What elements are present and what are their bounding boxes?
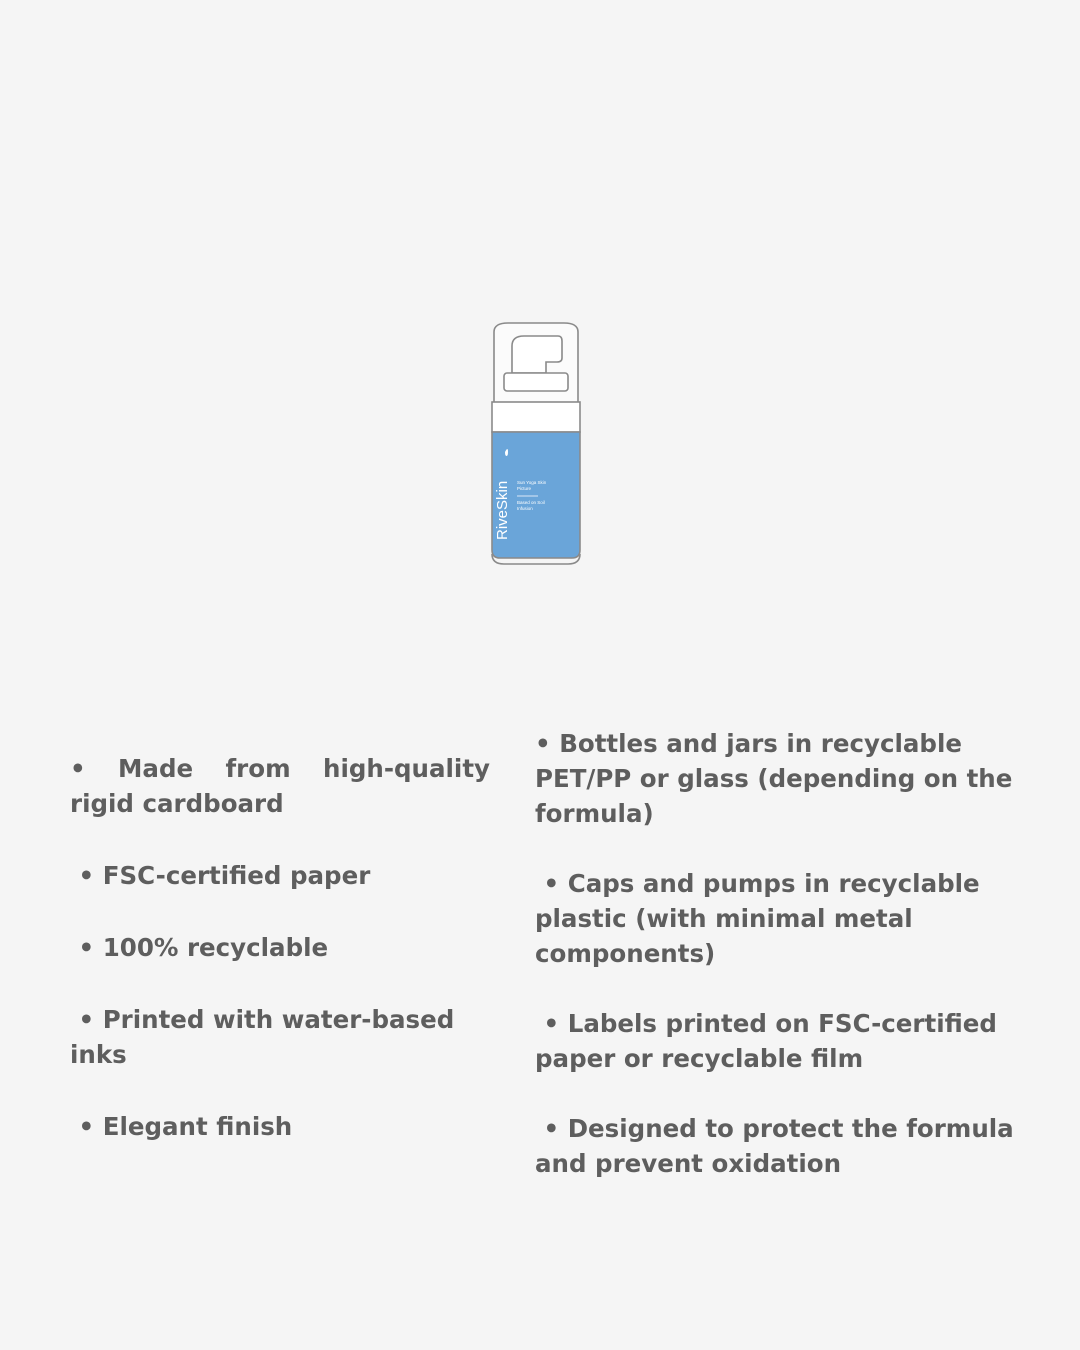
pump-bottle-image [488,318,584,568]
bottle-label-line-4: Infusion [517,506,533,511]
features-left-column [70,751,508,1181]
bottle-brand: RiveSkin [494,480,511,540]
feature-item: • Made from high-quality rigid cardboard [70,754,508,818]
feature-item: • FSC-certified paper [70,861,371,890]
features-right-column [535,726,1030,1216]
feature-item: • Caps and pumps in recyclable plastic (with minimal metal components) [535,869,989,968]
pump-collar [504,373,568,391]
bottle-label-line-2: Picture [517,486,532,491]
feature-item: • Elegant finish [70,1112,293,1141]
bottle-label-line-3: Based on Soil [517,500,545,505]
product-illustration [488,318,584,568]
feature-item: • Labels printed on FSC-certified paper or recyclable film [535,1009,1006,1073]
bottle-label-line-1: Sun Yoga Skin [517,480,547,485]
bottle-shoulder [492,402,580,432]
feature-item: • Designed to protect the formula and prevent oxidation [535,1114,1023,1178]
feature-item: • 100% recyclable [70,933,329,962]
feature-item: • Printed with water-based inks [70,1005,463,1069]
feature-item: • Bottles and jars in recyclable PET/PP or glass (depending on the formula) [535,729,1021,828]
